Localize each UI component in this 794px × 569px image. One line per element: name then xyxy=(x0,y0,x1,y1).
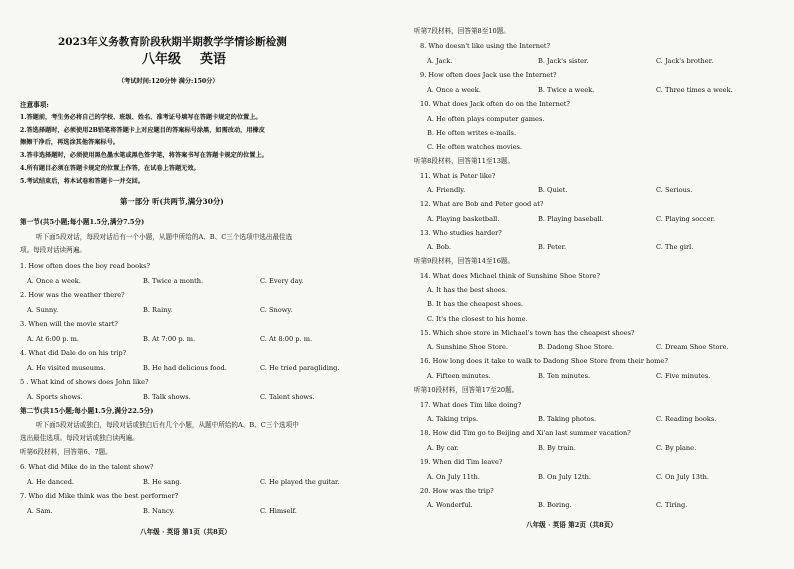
q12-option-c: C. Playing soccer. xyxy=(656,215,716,223)
q15-option-b: B. Dadong Shoe Store. xyxy=(538,343,615,351)
q18-option-c: C. By plane. xyxy=(656,444,697,452)
q1-option-b: B. Twice a month. xyxy=(143,277,204,285)
q3-option-b: B. At 7:00 p. m. xyxy=(143,335,196,343)
question-1: 1. How often does the boy read books? xyxy=(20,262,151,270)
note-2: 2.答选择题时，必须使用2B铅笔将答题卡上对应题目的答案标号涂黑，如需改动，用橡皮 xyxy=(20,127,265,134)
q15-option-a: A. Sunshine Shoe Store. xyxy=(427,343,508,351)
q18-option-b: B. By train. xyxy=(538,444,576,452)
q18-option-a: A. By car. xyxy=(427,444,459,452)
subject-label: 英语 xyxy=(200,52,227,67)
q1-option-a: A. Once a week. xyxy=(27,277,81,285)
q9-option-a: A. Once a week. xyxy=(427,86,481,94)
section1-instructions-2: 项。每段对话读两遍。 xyxy=(20,246,86,254)
q1-option-c: C. Every day. xyxy=(260,277,304,285)
q9-option-c: C. Three times a week. xyxy=(656,86,733,94)
question-19: 19. When did Tim leave? xyxy=(420,458,503,466)
grade-label: 八年级 xyxy=(142,52,182,67)
q4-option-c: C. He tried paragliding. xyxy=(260,364,340,372)
material-9-note: 听第9段材料，回答第14至16题。 xyxy=(414,257,515,265)
q12-option-a: A. Playing basketball. xyxy=(427,215,500,223)
question-9: 9. How often does Jack use the Internet? xyxy=(420,71,557,79)
page-2 xyxy=(400,0,794,569)
q8-option-c: C. Jack's brother. xyxy=(656,57,714,65)
q14-option-a: A. It has the best shoes. xyxy=(427,286,508,294)
q19-option-c: C. On July 13th. xyxy=(656,473,709,481)
section1-heading: 第一节(共5小题;每小题1.5分,满分7.5分) xyxy=(20,218,145,226)
section2-heading: 第二节(共15小题;每小题1.5分,满分22.5分) xyxy=(20,407,154,415)
q10-option-c: C. He often watches movies. xyxy=(427,143,523,151)
q13-option-a: A. Bob. xyxy=(427,243,452,251)
q6-option-b: B. He sang. xyxy=(143,478,182,486)
page-1-footer: 八年级 · 英语 第1页（共8页） xyxy=(140,528,231,536)
q6-option-c: C. He played the guitar. xyxy=(260,478,340,486)
exam-info: （考试时间:120分钟 满分:150分） xyxy=(118,78,219,85)
q4-option-b: B. He had delicious food. xyxy=(143,364,227,372)
material-10-note: 听第10段材料，回答第17至20题。 xyxy=(414,386,519,394)
page-2-footer: 八年级 · 英语 第2页（共8页） xyxy=(526,521,617,529)
question-15: 15. Which shoe store in Michael's town has the cheapest shoes? xyxy=(420,329,635,337)
q14-option-b: B. It has the cheapest shoes. xyxy=(427,300,523,308)
q20-option-b: B. Boring. xyxy=(538,501,572,509)
q4-option-a: A. He visited museums. xyxy=(27,364,106,372)
material-8-note: 听第8段材料，回答第11至13题。 xyxy=(414,157,515,165)
question-18: 18. How did Tim go to Beijing and Xi'an last summer vacation? xyxy=(420,429,631,437)
question-13: 13. Who studies harder? xyxy=(420,229,502,237)
question-17: 17. What does Tim like doing? xyxy=(420,401,522,409)
question-14: 14. What does Michael think of Sunshine Shoe Store? xyxy=(420,272,600,280)
note-4: 4.所有题目必须在答题卡规定的位置上作答，在试卷上答题无效。 xyxy=(20,165,200,172)
question-11: 11. What is Peter like? xyxy=(420,172,496,180)
exam-title: 2023年义务教育阶段秋期半期教学学情诊断检测 xyxy=(58,36,287,48)
q2-option-c: C. Snowy. xyxy=(260,306,293,314)
question-10: 10. What does Jack often do on the Internet? xyxy=(420,100,570,108)
q11-option-a: A. Friendly. xyxy=(427,186,466,194)
q10-option-a: A. He often plays computer games. xyxy=(427,115,545,123)
q8-option-a: A. Jack. xyxy=(427,57,453,65)
q7-option-a: A. Sam. xyxy=(27,507,53,515)
section2-instructions-2: 选出最佳选项。每段对话或独白读两遍。 xyxy=(20,434,139,442)
note-5: 5.考试结束后，将本试卷和答题卡一并交回。 xyxy=(20,178,145,185)
question-8: 8. Who doesn't like using the Internet? xyxy=(420,42,551,50)
q8-option-b: B. Jack's sister. xyxy=(538,57,589,65)
q15-option-c: C. Dream Shoe Store. xyxy=(656,343,729,351)
q9-option-b: B. Twice a week. xyxy=(538,86,595,94)
section1-instructions-1: 听下面5段对话，每段对话后有一个小题，从题中所给的A、B、C三个选项中选出最佳选 xyxy=(36,233,293,241)
q16-option-b: B. Ten minutes. xyxy=(538,372,591,380)
question-7: 7. Who did Mike think was the best performer? xyxy=(20,492,179,500)
q5-option-a: A. Sports shows. xyxy=(27,393,83,401)
section2-instructions-1: 听下面5段对话或独白，每段对话或独白后有几个小题，从题中所给的A、B、C三个选项中 xyxy=(36,421,299,429)
question-16: 16. How long does it take to walk to Dadong Shoe Store from their home? xyxy=(420,357,668,365)
q6-option-a: A. He danced. xyxy=(27,478,75,486)
q11-option-c: C. Serious. xyxy=(656,186,693,194)
question-3: 3. When will the movie start? xyxy=(20,320,118,328)
q19-option-a: A. On July 11th. xyxy=(427,473,480,481)
q17-option-a: A. Taking trips. xyxy=(427,415,479,423)
q19-option-b: B. On July 12th. xyxy=(538,473,591,481)
q5-option-b: B. Talk shows. xyxy=(143,393,191,401)
q2-option-a: A. Sunny. xyxy=(27,306,59,314)
q3-option-c: C. At 8:00 p. m. xyxy=(260,335,313,343)
q16-option-c: C. Five minutes. xyxy=(656,372,711,380)
material-6-note: 听第6段材料，回答第6、7题。 xyxy=(20,448,112,456)
question-5: 5 . What kind of shows does John like? xyxy=(20,378,149,386)
q17-option-c: C. Reading books. xyxy=(656,415,717,423)
question-12: 12. What are Bob and Peter good at? xyxy=(420,200,544,208)
note-3: 3.答非选择题时，必须使用黑色墨水笔或黑色签字笔，将答案书写在答题卡规定的位置上。 xyxy=(20,152,268,159)
q11-option-b: B. Quiet. xyxy=(538,186,568,194)
question-20: 20. How was the trip? xyxy=(420,487,494,495)
q7-option-c: C. Himself. xyxy=(260,507,297,515)
q17-option-b: B. Taking photos. xyxy=(538,415,597,423)
note-2-cont: 擦擦干净后，再选涂其他答案标号。 xyxy=(20,139,119,146)
notes-heading: 注意事项: xyxy=(20,101,49,109)
q10-option-b: B. He often writes e-mails. xyxy=(427,129,517,137)
question-6: 6. What did Mike do in the talent show? xyxy=(20,463,154,471)
note-1: 1.答题前，考生务必将自己的学校、班级、姓名、准考证号填写在答题卡规定的位置上。 xyxy=(20,114,262,121)
q13-option-c: C. The girl. xyxy=(656,243,694,251)
q5-option-c: C. Talent shows. xyxy=(260,393,315,401)
q16-option-a: A. Fifteen minutes. xyxy=(427,372,491,380)
q20-option-a: A. Wonderful. xyxy=(427,501,473,509)
q12-option-b: B. Playing baseball. xyxy=(538,215,604,223)
q3-option-a: A. At 6:00 p. m. xyxy=(27,335,80,343)
part1-heading: 第一部分 听(共两节,满分30分) xyxy=(120,197,224,206)
q14-option-c: C. It's the closest to his home. xyxy=(427,315,528,323)
q2-option-b: B. Rainy. xyxy=(143,306,173,314)
q13-option-b: B. Peter. xyxy=(538,243,567,251)
question-2: 2. How was the weather there? xyxy=(20,291,125,299)
q20-option-c: C. Tiring. xyxy=(656,501,688,509)
question-4: 4. What did Dale do on his trip? xyxy=(20,349,127,357)
q7-option-b: B. Nancy. xyxy=(143,507,175,515)
material-7-note: 听第7段材料，回答第8至10题。 xyxy=(414,27,510,35)
